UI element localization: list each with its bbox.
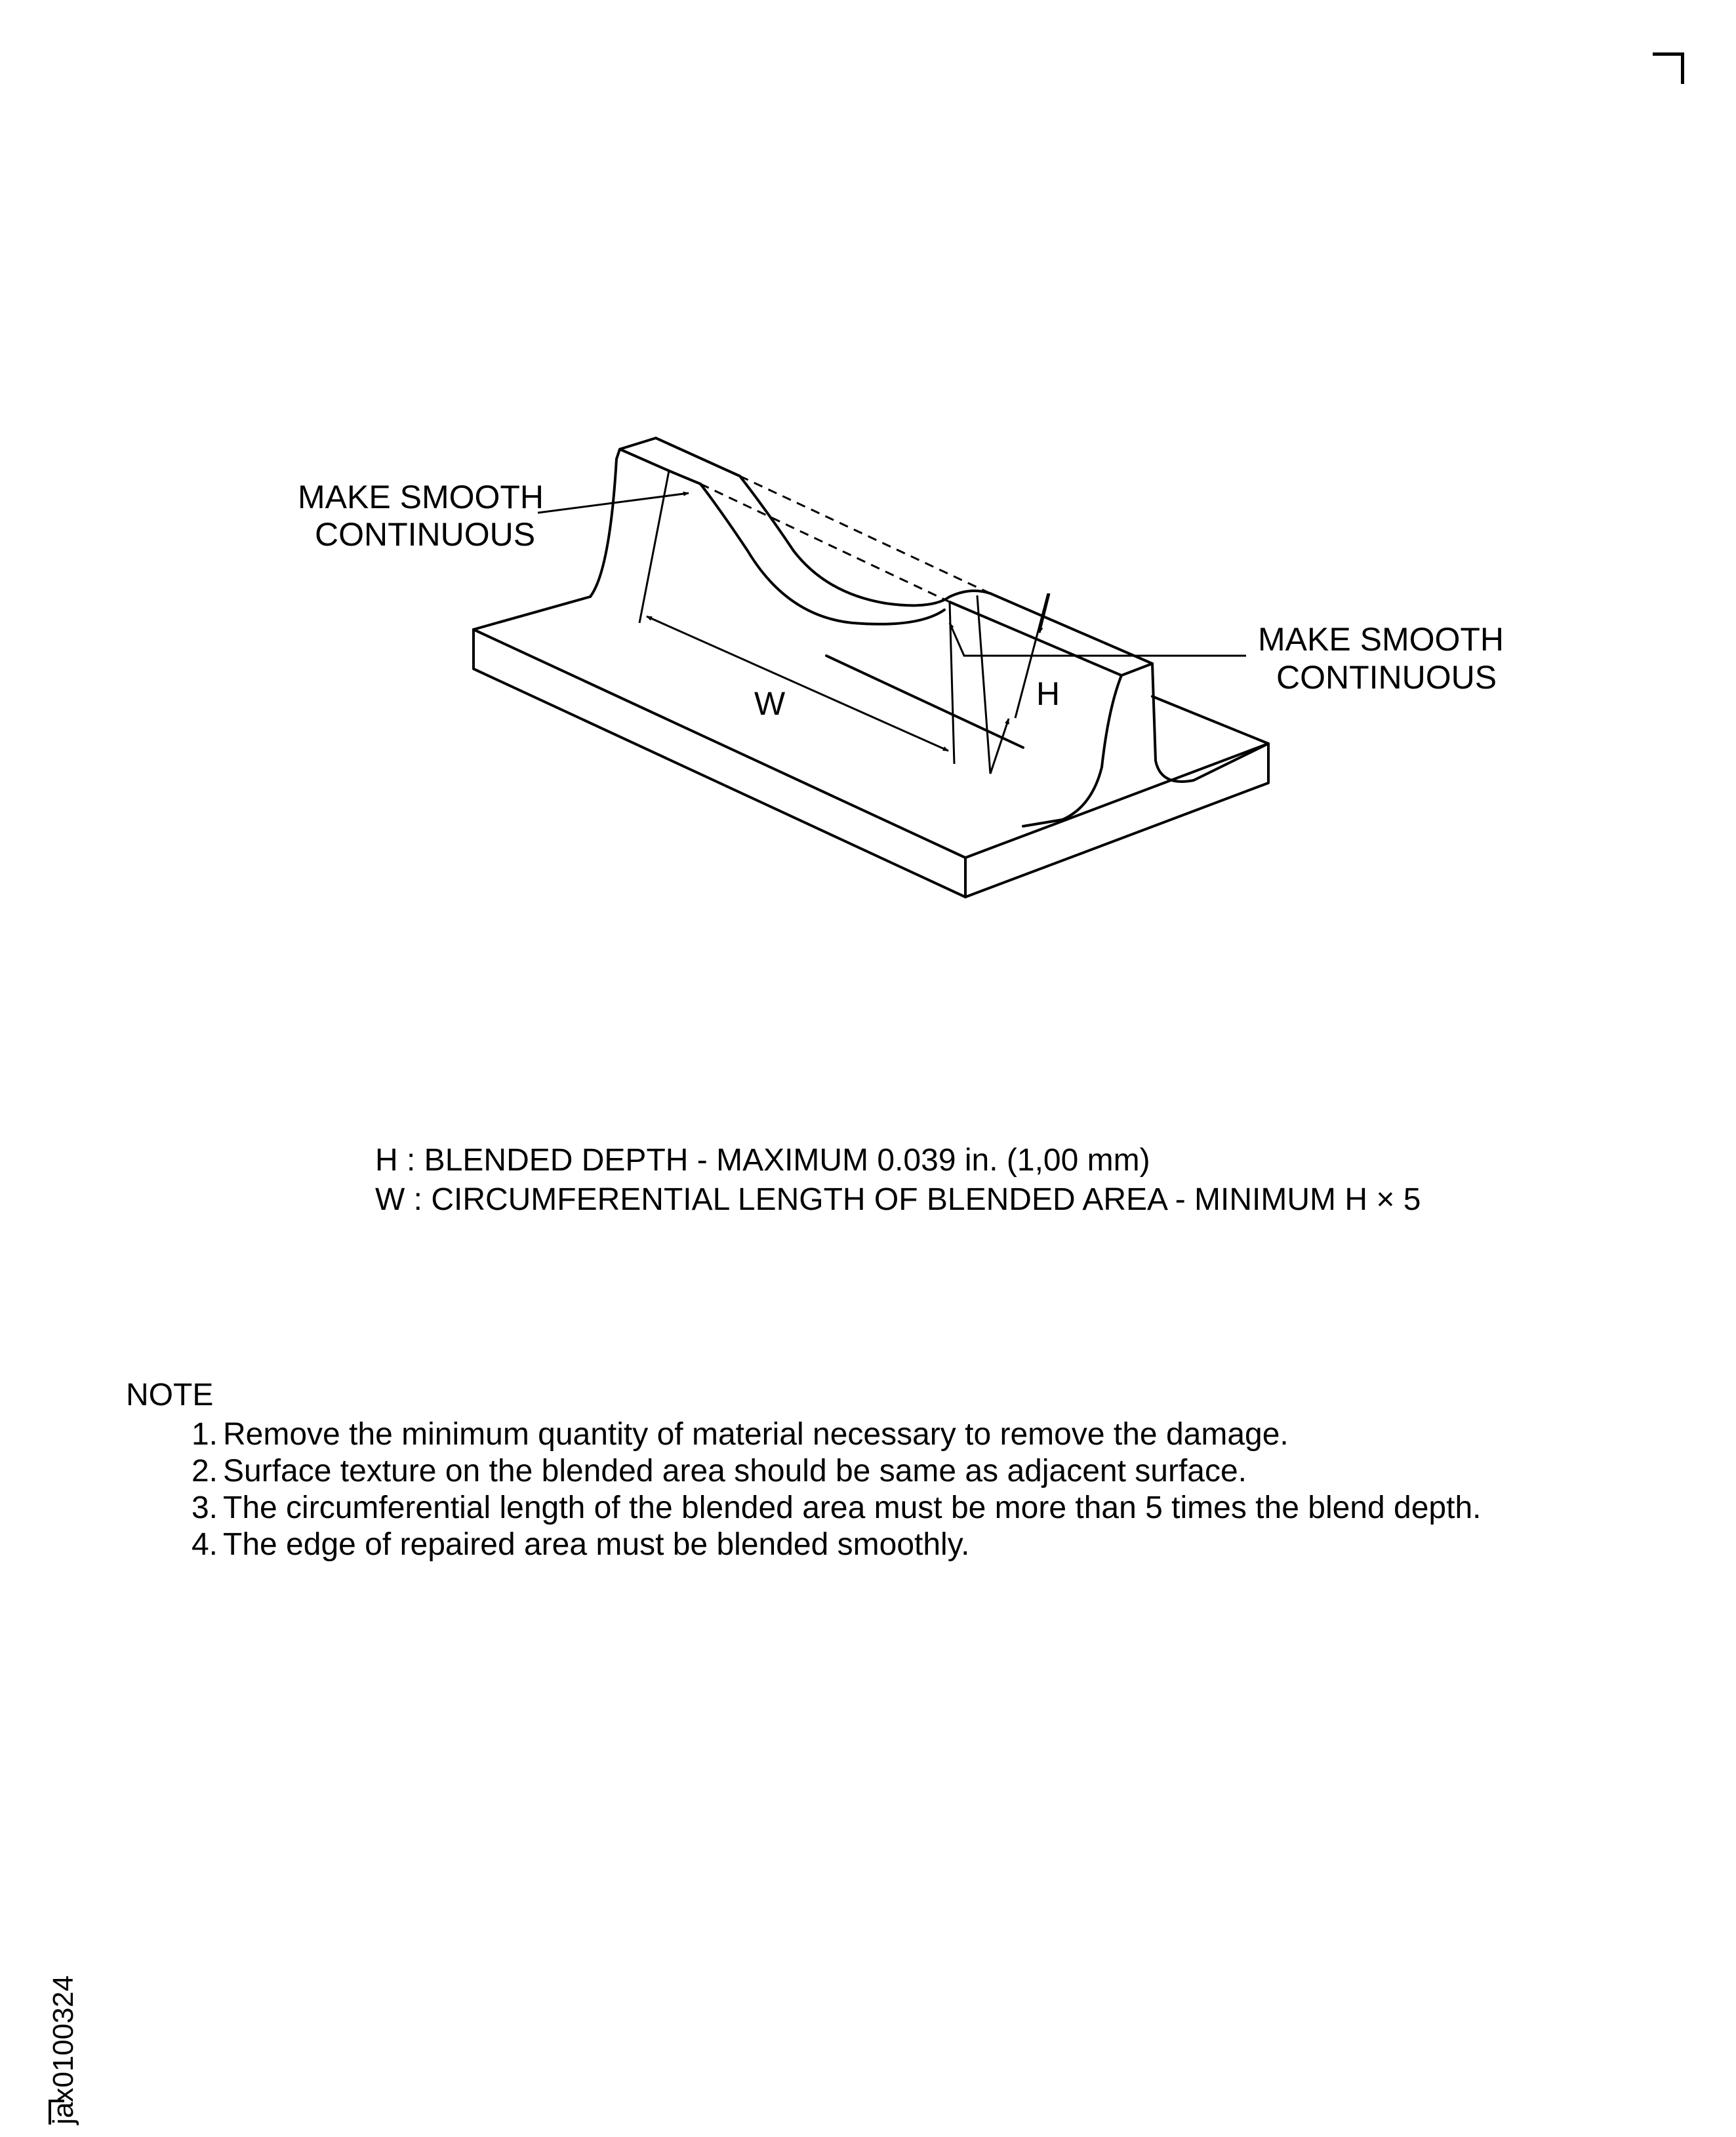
note-item-2 (184, 1453, 1687, 1490)
h-arrow-lower (990, 719, 1009, 774)
note-number: 2. (191, 1454, 218, 1488)
note-text: The circumferential length of the blended area must be more than 5 times the blend depth. (223, 1490, 1482, 1525)
notes-heading: NOTE (126, 1378, 214, 1412)
note-number: 3. (191, 1490, 218, 1525)
note-number: 1. (191, 1417, 218, 1452)
callout-left-line1: MAKE SMOOTH (298, 479, 544, 515)
rib-top-left (620, 449, 669, 471)
callout-right-line1: MAKE SMOOTH (1258, 621, 1504, 658)
notes-list (126, 1416, 1687, 1563)
rib-front-fillet (826, 656, 1023, 748)
note-item-4 (184, 1527, 1687, 1563)
figure-id-block (41, 1915, 106, 2131)
note-text: The edge of repaired area must be blended smoothly. (223, 1527, 970, 1562)
notes-section (126, 1377, 1687, 1563)
dimension-w-label: W (754, 685, 786, 722)
dimension-h-label: H (1036, 675, 1060, 712)
rib-end-top (1121, 664, 1152, 675)
w-extension-left (639, 471, 669, 623)
rib-end-right (1152, 664, 1268, 782)
base-plate-front-top (474, 629, 965, 858)
note-item-1 (184, 1416, 1687, 1453)
dimension-legend (375, 1141, 1621, 1220)
note-text: Remove the minimum quantity of material necessary to remove the damage. (223, 1417, 1289, 1452)
original-profile-front (700, 484, 950, 602)
note-item-3 (184, 1490, 1687, 1527)
rib-front-top-edge (669, 471, 700, 484)
h-extension-top (977, 595, 990, 774)
note-text: Surface texture on the blended area should be same as adjacent surface. (223, 1454, 1247, 1488)
base-plate-top-edge (474, 597, 590, 629)
original-profile-back (740, 476, 990, 593)
blend-back-profile (740, 476, 990, 605)
note-number: 4. (191, 1527, 218, 1562)
base-plate-back-edge (1152, 696, 1268, 744)
callout-right-line2: CONTINUOUS (1276, 659, 1497, 696)
callout-left-line2: CONTINUOUS (315, 516, 536, 553)
legend-w: W : CIRCUMFERENTIAL LENGTH OF BLENDED AREA - MINIMUM H × 5 (375, 1182, 1421, 1217)
blend-front-profile (700, 484, 944, 624)
base-plate-front-face (474, 629, 965, 897)
h-arrow-upper (1040, 593, 1049, 633)
figure-id: jax0100324 (47, 1975, 79, 2125)
legend-h: H : BLENDED DEPTH - MAXIMUM 0.039 in. (1,00 mm) (375, 1143, 1150, 1178)
